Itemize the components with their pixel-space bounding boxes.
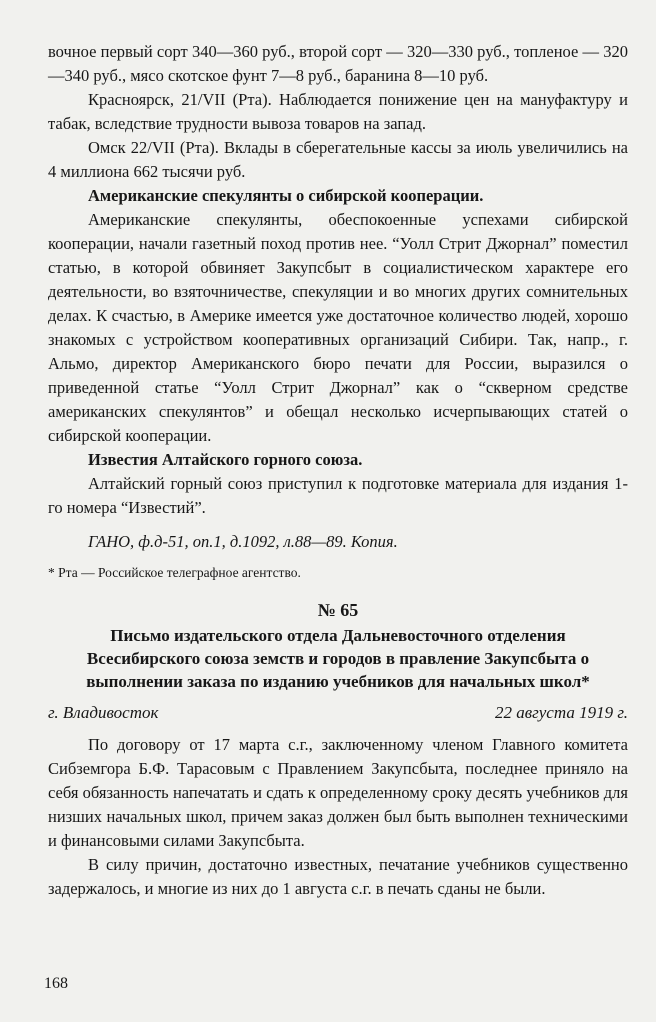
document-number: № 65 [317, 600, 359, 620]
footnote: * Рта — Российское телеграфное агентство. [48, 565, 301, 580]
page-number: 168 [44, 975, 68, 992]
archive-source: ГАНО, ф.д-51, оп.1, д.1092, л.88—89. Копия. [88, 532, 398, 551]
date: 22 августа 1919 г. [495, 703, 628, 722]
document-title: Письмо издательского отдела Дальневосточного отделения Всесибирского союза земств и городов в правление Закупсбыта о выполнении заказа по изданию учебников для начальных школ* [86, 626, 590, 691]
continued-prices-paragraph: вочное первый сорт 340—360 руб., второй сорт — 320—330 руб., топленое — 320—340 руб., мясо скотское фунт 7—8 руб., баранина 8—10 руб. [48, 42, 628, 85]
american-speculators-heading: Американские спекулянты о сибирской кооперации. [88, 186, 484, 205]
omsk-paragraph: Омск 22/VII (Рта). Вклады в сберегательные кассы за июль увеличились на 4 миллиона 662 тысячи руб. [48, 138, 628, 181]
contract-paragraph: По договору от 17 марта с.г., заключенному членом Главного комитета Сибземгора Б.Ф. Тарасовым с Правлением Закупсбыта, последнее приняло на себя обязанность напечатать и сдать к определенному сроку десять учебников для низших начальных школ, причем заказ должен был быть выполнен техническими и финансовыми силами Закупсбыта. [48, 735, 628, 850]
altai-news-paragraph: Алтайский горный союз приступил к подготовке материала для издания 1-го номера “Известий”. [48, 474, 628, 517]
place-and-date [48, 701, 628, 725]
place: г. Владивосток [48, 703, 159, 722]
altai-news-heading: Известия Алтайского горного союза. [88, 450, 363, 469]
krasnoyarsk-paragraph: Красноярск, 21/VII (Рта). Наблюдается понижение цен на мануфактуру и табак, вследствие трудности вывоза товаров на запад. [48, 90, 628, 133]
document-page [48, 40, 628, 901]
american-speculators-paragraph: Американские спекулянты, обеспокоенные успехами сибирской кооперации, начали газетный поход против нее. “Уолл Стрит Джорнал” поместил статью, в которой обвиняет Закупсбыт в социалистическом характере его деятельности, во взяточничестве, спекуляции и во многих других сомнительных делах. К счастью, в Америке имеется уже достаточное количество людей, хорошо знакомых с устройством кооперативных организаций Сибири. Так, напр., г. Альмо, директор Американского бюро печати для России, выразился о приведенной статье “Уолл Стрит Джорнал” как о “скверном средстве американских спекулянтов” и обещал несколько исчерпывающих статей о сибирской кооперации. [48, 210, 628, 445]
delay-paragraph: В силу причин, достаточно известных, печатание учебников существенно задержалось, и многие из них до 1 августа с.г. в печать сданы не были. [48, 855, 628, 898]
